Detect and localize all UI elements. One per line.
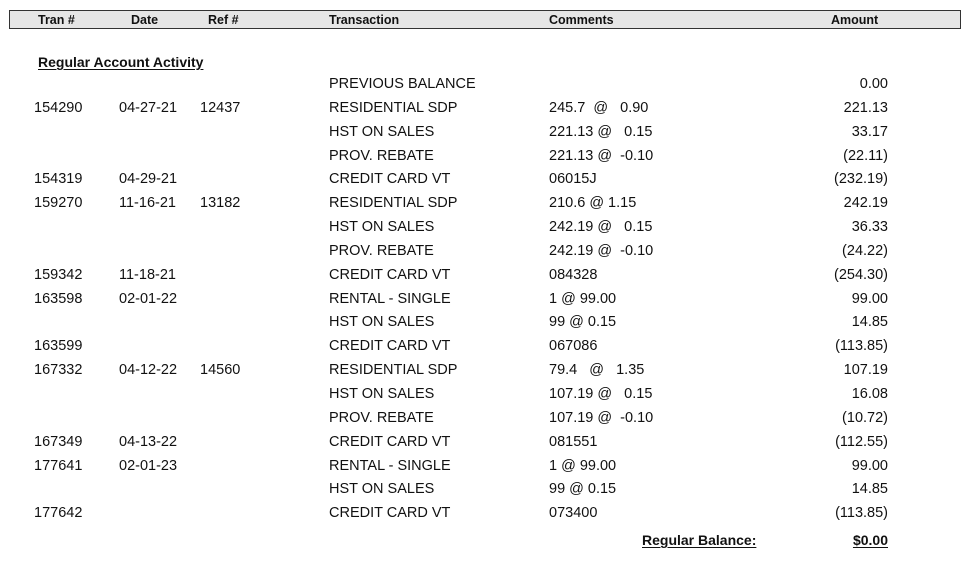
table-row [0,264,973,288]
table-row [0,502,973,526]
header-date: Date [131,13,159,27]
cell-date: 04-27-21 [119,99,178,116]
table-row [0,455,973,479]
cell-transaction: RESIDENTIAL SDP [329,99,458,116]
cell-transaction: RESIDENTIAL SDP [329,195,458,212]
cell-amount: (232.19) [833,171,888,188]
cell-amount: (10.72) [842,409,888,426]
cell-comments: 06015J [549,171,597,188]
cell-amount: (112.55) [835,433,888,450]
cell-tran: 159270 [34,195,83,212]
cell-comments: 081551 [549,433,598,450]
cell-date: 04-29-21 [119,171,178,188]
cell-amount: 0.00 [859,76,888,92]
cell-comments: 107.19 @ -0.10 [549,409,654,426]
cell-date: 04-12-22 [119,362,178,379]
table-row [0,407,973,431]
cell-transaction: CREDIT CARD VT [329,338,451,355]
cell-date: 11-16-21 [119,195,176,212]
cell-comments: 242.19 @ 0.15 [549,219,653,236]
cell-transaction: CREDIT CARD VT [329,505,451,522]
cell-date: 02-01-22 [119,290,178,307]
table-row [0,145,973,169]
cell-transaction: CREDIT CARD VT [329,266,451,283]
cell-comments: 221.13 @ 0.15 [549,123,653,140]
cell-transaction: PROV. REBATE [329,242,434,259]
cell-transaction: PROV. REBATE [329,409,434,426]
cell-transaction: CREDIT CARD VT [329,171,451,188]
cell-comments: 067086 [549,338,598,355]
table-row [0,431,973,455]
cell-transaction: RENTAL - SINGLE [329,290,451,307]
section-title: Regular Account Activity [38,54,204,70]
table-row [0,216,973,240]
header-tran: Tran # [38,13,75,27]
table-row [0,335,973,359]
header-ref: Ref # [208,13,239,27]
cell-date: 11-18-21 [119,266,176,283]
cell-transaction: PROV. REBATE [329,147,434,164]
header-transaction: Transaction [329,13,400,27]
cell-amount: 221.13 [843,99,888,116]
cell-tran: 163598 [34,290,83,307]
cell-amount: 99.00 [851,290,888,307]
cell-ref: 13182 [200,195,241,212]
cell-transaction: HST ON SALES [329,385,435,402]
cell-transaction: HST ON SALES [329,123,435,140]
cell-date: 04-13-22 [119,433,178,450]
cell-amount: 14.85 [851,314,888,331]
cell-comments: 084328 [549,266,598,283]
cell-amount: (254.30) [833,266,888,283]
cell-comments: 242.19 @ -0.10 [549,242,654,259]
cell-comments: 1 @ 99.00 [549,290,617,307]
table-row [0,121,973,145]
cell-amount: 99.00 [851,457,888,474]
cell-comments: 107.19 @ 0.15 [549,385,653,402]
table-row [0,359,973,383]
activity-table [0,73,973,526]
table-row [0,168,973,192]
cell-tran: 167332 [34,362,83,379]
cell-ref: 12437 [200,99,241,116]
column-header-bar [9,10,961,29]
cell-comments: 210.6 @ 1.15 [549,195,637,212]
cell-comments: 79.4 @ 1.35 [549,362,645,379]
cell-transaction: CREDIT CARD VT [329,433,451,450]
cell-comments: 221.13 @ -0.10 [549,147,654,164]
header-amount: Amount [831,13,879,27]
cell-comments: 1 @ 99.00 [549,457,617,474]
table-row [0,311,973,335]
cell-transaction: RESIDENTIAL SDP [329,362,458,379]
cell-tran: 159342 [34,266,83,283]
cell-tran: 163599 [34,338,83,355]
cell-transaction: RENTAL - SINGLE [329,457,451,474]
cell-tran: 177641 [34,457,83,474]
cell-amount: (113.85) [835,338,888,355]
cell-transaction: HST ON SALES [329,314,435,331]
cell-tran: 177642 [34,505,83,522]
table-row [0,73,973,97]
cell-amount: 14.85 [851,481,888,498]
cell-tran: 167349 [34,433,83,450]
cell-amount: 16.08 [851,385,888,402]
table-row [0,383,973,407]
cell-transaction: HST ON SALES [329,219,435,236]
cell-amount: 107.19 [843,362,888,379]
balance-value: $0.00 [852,532,888,548]
cell-amount: (24.22) [842,242,888,259]
cell-amount: 242.19 [843,195,888,212]
cell-amount: (22.11) [843,147,888,164]
cell-tran: 154319 [34,171,83,188]
cell-amount: 36.33 [851,219,888,236]
cell-comments: 245.7 @ 0.90 [549,99,649,116]
table-row [0,240,973,264]
cell-comments: 073400 [549,505,598,522]
cell-transaction: PREVIOUS BALANCE [329,76,476,92]
cell-amount: (113.85) [835,505,888,522]
cell-date: 02-01-23 [119,457,178,474]
table-row [0,288,973,312]
header-comments: Comments [549,13,614,27]
table-row [0,97,973,121]
table-row [0,478,973,502]
cell-comments: 99 @ 0.15 [549,314,617,331]
cell-comments: 99 @ 0.15 [549,481,617,498]
cell-transaction: HST ON SALES [329,481,435,498]
cell-amount: 33.17 [851,123,888,140]
cell-tran: 154290 [34,99,83,116]
balance-label: Regular Balance: [642,532,757,548]
table-row [0,192,973,216]
cell-ref: 14560 [200,362,241,379]
